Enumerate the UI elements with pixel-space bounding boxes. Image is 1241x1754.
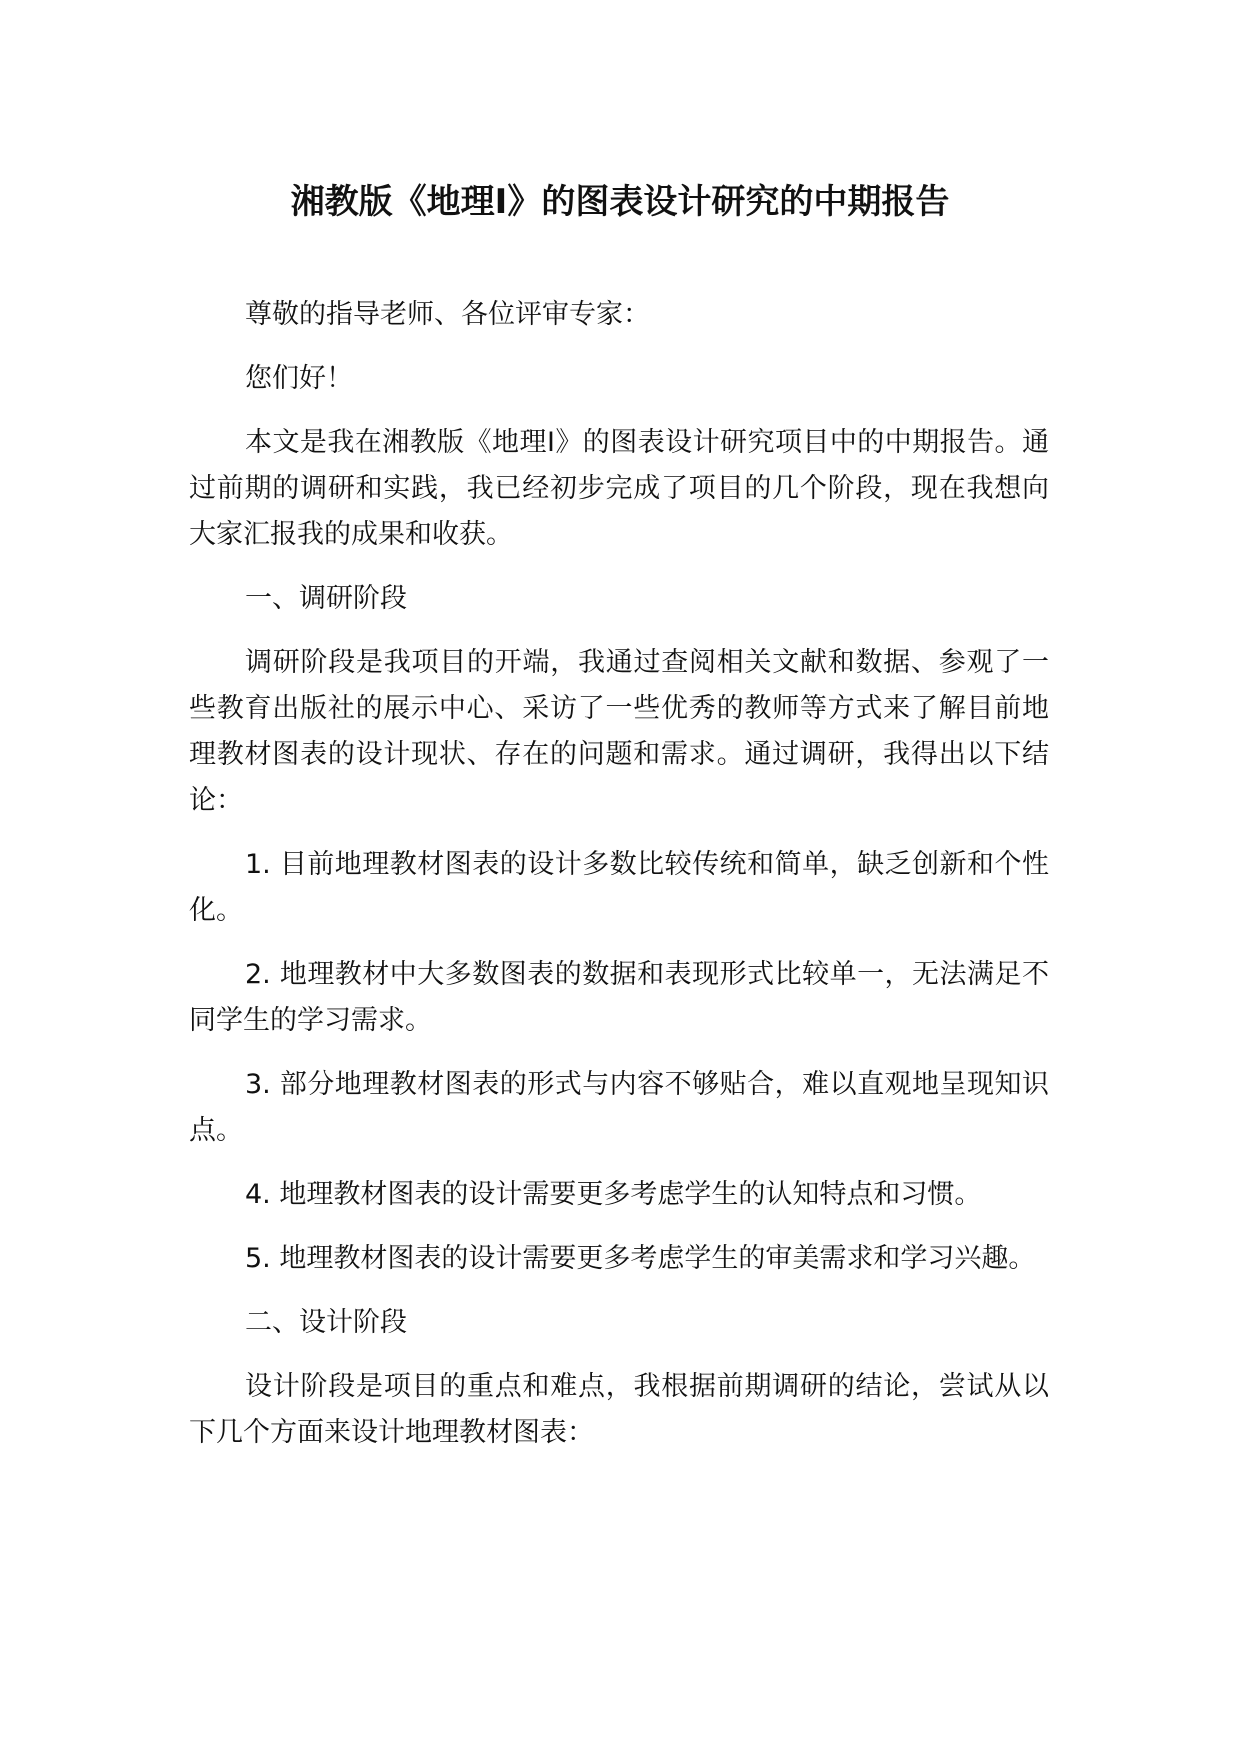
conclusion-item-3: 3. 部分地理教材图表的形式与内容不够贴合，难以直观地呈现知识点。 <box>189 1069 1049 1146</box>
salutation: 尊敬的指导老师、各位评审专家： <box>245 299 650 330</box>
greeting: 您们好！ <box>245 363 353 394</box>
conclusion-item-2: 2. 地理教材中大多数图表的数据和表现形式比较单一，无法满足不同学生的学习需求。 <box>189 959 1049 1036</box>
conclusion-item-1: 1. 目前地理教材图表的设计多数比较传统和简单，缺乏创新和个性化。 <box>189 849 1049 926</box>
intro-paragraph: 本文是我在湘教版《地理Ⅰ》的图表设计研究项目中的中期报告。通过前期的调研和实践，我已经初步完成了项目的几个阶段，现在我想向大家汇报我的成果和收获。 <box>189 427 1049 550</box>
research-paragraph: 调研阶段是我项目的开端，我通过查阅相关文献和数据、参观了一些教育出版社的展示中心、采访了一些优秀的教师等方式来了解目前地理教材图表的设计现状、存在的问题和需求。通过调研，我得出以下结论： <box>189 647 1049 816</box>
design-paragraph: 设计阶段是项目的重点和难点，我根据前期调研的结论，尝试从以下几个方面来设计地理教材图表： <box>189 1371 1049 1448</box>
conclusion-item-4: 4. 地理教材图表的设计需要更多考虑学生的认知特点和习惯。 <box>245 1179 982 1210</box>
conclusion-item-5: 5. 地理教材图表的设计需要更多考虑学生的审美需求和学习兴趣。 <box>245 1243 1036 1274</box>
section-heading-research: 一、调研阶段 <box>245 583 407 614</box>
document-body <box>189 292 1049 1456</box>
section-heading-design: 二、设计阶段 <box>245 1307 407 1338</box>
document-title: 湘教版《地理Ⅰ》的图表设计研究的中期报告 <box>290 182 950 222</box>
